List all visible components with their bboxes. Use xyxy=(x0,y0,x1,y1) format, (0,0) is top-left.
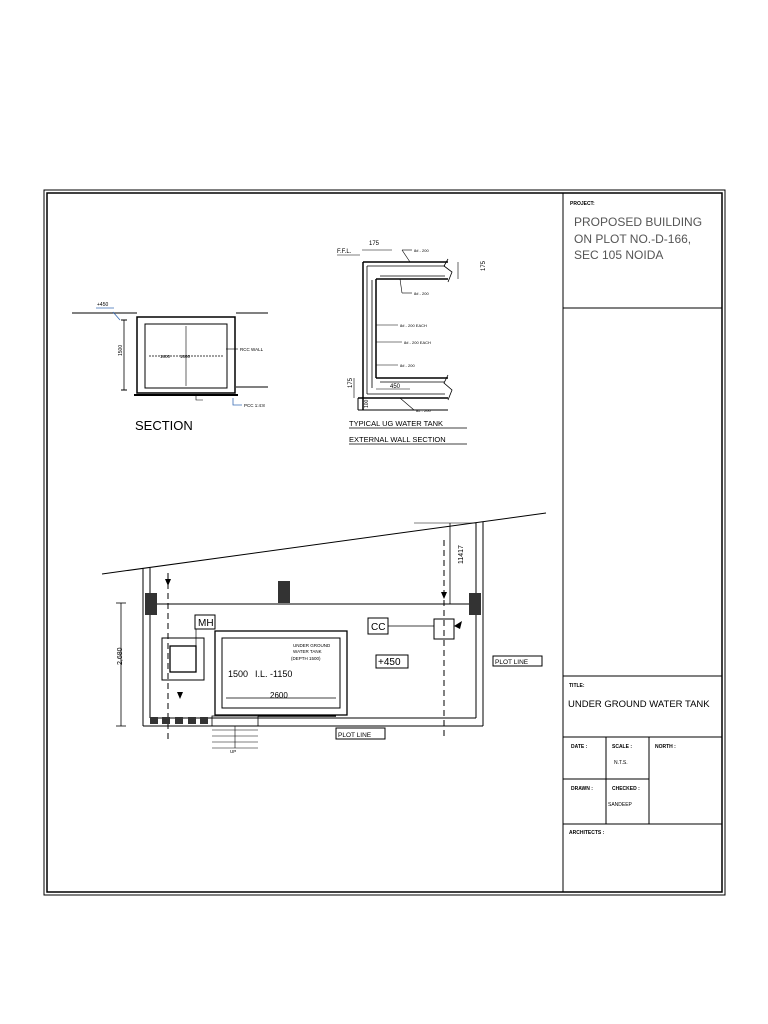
wall-section-detail xyxy=(337,241,487,444)
wall-dim-right: 175 xyxy=(481,260,487,271)
architect-label: ARCHITECTS : xyxy=(569,830,605,836)
plan-level-tag: +450 xyxy=(378,657,401,668)
tank-note-3: (DEPTH 1500) xyxy=(291,656,321,661)
tank-note-1: UNDER GROUND xyxy=(293,643,331,648)
north-label: NORTH : xyxy=(655,744,676,750)
project-line-2: ON PLOT NO.-D-166, xyxy=(574,232,692,246)
up-label: UP xyxy=(230,749,237,754)
wall-dim-bottom-h: 100 xyxy=(364,399,370,408)
project-label: PROJECT: xyxy=(570,201,595,207)
tank-width: 1500 xyxy=(228,669,249,679)
rebar-label-1: 8# - 200 xyxy=(414,248,429,253)
section-level-label: +450 xyxy=(97,302,109,308)
wall-dim-top: 175 xyxy=(369,241,380,247)
flow-arrows xyxy=(165,579,462,699)
pcc-label: PCC 1:4:8 xyxy=(244,403,265,408)
rebar-label-2: 8# - 200 xyxy=(414,291,429,296)
section-detail xyxy=(72,302,268,433)
checked-label: CHECKED : xyxy=(612,786,640,792)
wall-dim-bottom-w: 450 xyxy=(390,384,401,390)
wall-dim-left: 175 xyxy=(348,377,354,388)
plan-depth-left: 2,680 xyxy=(117,647,124,665)
date-label: DATE : xyxy=(571,744,588,750)
plot-line-right: PLOT LINE xyxy=(495,659,529,666)
rcc-wall-label: RCC WALL xyxy=(240,347,264,352)
project-line-1: PROPOSED BUILDING xyxy=(574,215,703,229)
section-heading: SECTION xyxy=(135,418,193,433)
section-height-dim: 1500 xyxy=(118,344,124,356)
project-line-3: SEC 105 NOIDA xyxy=(574,248,664,262)
section-inner-dim-2: 1800 xyxy=(180,354,191,359)
title-label: TITLE: xyxy=(569,683,585,689)
title-block xyxy=(563,193,722,892)
plot-line-bottom: PLOT LINE xyxy=(338,732,372,739)
site-plan xyxy=(102,513,546,754)
tank-length: 2600 xyxy=(270,691,288,700)
tank-note-2: WATER TANK xyxy=(293,649,322,654)
scale-value: N.T.S. xyxy=(614,760,628,766)
wall-caption-2: EXTERNAL WALL SECTION xyxy=(349,435,446,444)
rebar-label-6: 8# - 200 xyxy=(416,408,431,413)
rebar-label-4: 8# - 200 EACH xyxy=(404,340,431,345)
rebar-label-3: 8# - 200 EACH xyxy=(400,323,427,328)
checked-value: SANDEEP xyxy=(608,802,632,808)
drawn-label: DRAWN : xyxy=(571,786,593,792)
wall-caption-1: TYPICAL UG WATER TANK xyxy=(349,419,444,428)
cc-label: CC xyxy=(371,622,386,633)
mh-label: MH xyxy=(198,618,214,629)
tank-il: I.L. -1150 xyxy=(255,669,293,679)
section-inner-dim: 1800 xyxy=(160,354,171,359)
plan-depth-right: 11417 xyxy=(458,545,465,564)
scale-label: SCALE : xyxy=(612,744,632,750)
ffl-label: F.F.L. xyxy=(337,249,352,255)
rebar-label-5: 8# - 200 xyxy=(400,363,415,368)
drawing-title: UNDER GROUND WATER TANK xyxy=(568,699,710,710)
